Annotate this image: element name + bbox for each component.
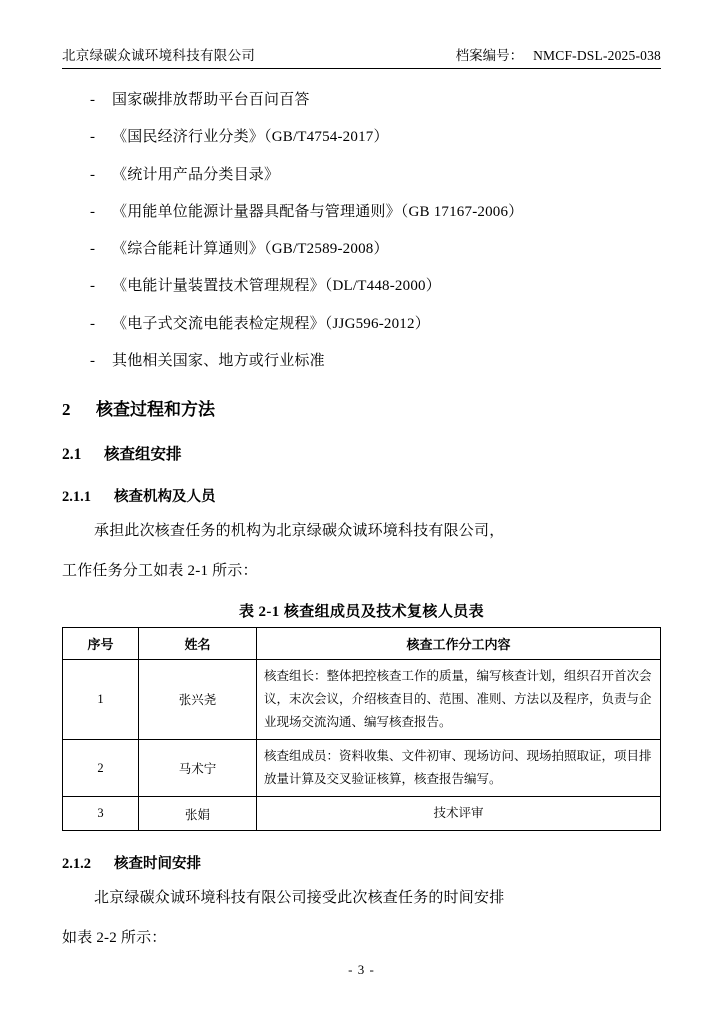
list-item (62, 352, 661, 371)
section-number: 2 (62, 399, 71, 419)
section-heading-2-1 (62, 442, 661, 464)
list-dash-icon: - (90, 203, 95, 220)
section-number: 2.1.2 (62, 856, 91, 873)
list-item-label: 《电子式交流电能表检定规程》（JJG596-2012） (112, 315, 430, 332)
column-header-index: 序号 (63, 627, 139, 659)
cell-index: 2 (63, 739, 139, 796)
list-item (62, 240, 661, 259)
cell-duty: 核查组长：整体把控核查工作的质量，编写核查计划，组织召开首次会议，末次会议，介绍核查目的、范围、准则、方法以及程序，负责与企业现场交流沟通、编写核查报告。 (257, 659, 661, 739)
list-dash-icon: - (90, 129, 95, 146)
list-item-label: 其他相关国家、地方或行业标准 (112, 352, 325, 369)
header-archive-label: 档案编号： (455, 48, 524, 63)
section-title: 核查过程和方法 (96, 399, 215, 419)
list-item-label: 《国民经济行业分类》（GB/T4754-2017） (112, 129, 389, 146)
list-dash-icon: - (90, 278, 95, 295)
table-row (63, 659, 661, 739)
section-number: 2.1.1 (62, 488, 91, 505)
list-dash-icon: - (90, 315, 95, 332)
table-header-row (63, 627, 661, 659)
cell-index: 1 (63, 659, 139, 739)
cell-name: 张兴尧 (139, 659, 257, 739)
paragraph-line: 承担此次核查任务的机构为北京绿碳众诚环境科技有限公司， (94, 522, 505, 539)
section-heading-2-1-2 (62, 852, 661, 873)
cell-name: 张娟 (139, 797, 257, 831)
list-dash-icon: - (90, 241, 95, 257)
standards-list (62, 91, 661, 371)
list-dash-icon: - (90, 92, 95, 108)
table-caption: 表 2-1 核查组成员及技术复核人员表 (238, 603, 485, 620)
list-dash-icon: - (90, 166, 95, 183)
column-header-duty: 核查工作分工内容 (257, 627, 661, 659)
list-dash-icon: - (90, 352, 95, 369)
list-item-label: 《统计用产品分类目录》 (112, 166, 280, 183)
list-item (62, 203, 661, 222)
cell-index: 3 (63, 797, 139, 831)
header-archive-code: NMCF-DSL-2025-038 (533, 48, 661, 63)
paragraph-line: 如表 2-2 所示： (62, 930, 167, 947)
section-title: 核查组安排 (104, 445, 182, 463)
list-item (62, 128, 661, 147)
section-heading-2-1-1 (62, 485, 661, 506)
list-item-label: 《综合能耗计算通则》（GB/T2589-2008） (112, 241, 389, 257)
page-header (62, 44, 661, 69)
header-archive (456, 44, 661, 64)
list-item (62, 315, 661, 334)
paragraph-line: 工作任务分工如表 2-1 所示： (62, 562, 258, 579)
header-company-name: 北京绿碳众诚环境科技有限公司 (62, 48, 256, 63)
list-item-label: 《用能单位能源计量器具配备与管理通则》（GB 17167-2006） (112, 203, 524, 220)
table-row (63, 797, 661, 831)
list-item (62, 166, 661, 185)
cell-duty: 核查组成员：资料收集、文件初审、现场访问、现场拍照取证，项目排放量计算及交叉验证核算，核查报告编写。 (257, 739, 661, 796)
column-header-name: 姓名 (139, 627, 257, 659)
cell-duty: 技术评审 (257, 797, 661, 831)
cell-name: 马术宁 (139, 739, 257, 796)
section-title: 核查时间安排 (114, 856, 201, 873)
section-heading-2 (62, 395, 661, 420)
table-row (63, 739, 661, 796)
section-number: 2.1 (62, 445, 82, 463)
list-item-label: 《电能计量装置技术管理规程》（DL/T448-2000） (112, 278, 441, 295)
list-item (62, 91, 661, 110)
paragraph-line: 北京绿碳众诚环境科技有限公司接受此次核查任务的时间安排 (94, 890, 505, 907)
list-item (62, 277, 661, 296)
section-title: 核查机构及人员 (114, 488, 216, 505)
list-item-label: 国家碳排放帮助平台百问百答 (112, 92, 310, 108)
audit-team-table (62, 627, 661, 832)
page-number: - 3 - (348, 962, 375, 977)
